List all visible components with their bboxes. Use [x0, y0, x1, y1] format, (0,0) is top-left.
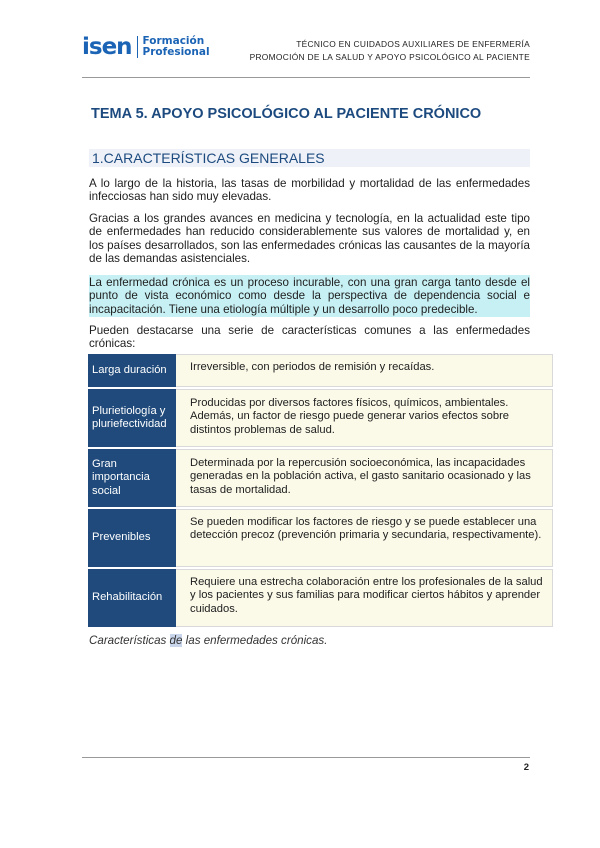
logo-line-2: Profesional — [142, 46, 210, 58]
course-title — [250, 38, 530, 64]
isen-logo — [82, 34, 210, 60]
paragraph-1: A lo largo de la historia, las tasas de morbilidad y mortalidad de las enfermedades infecciosas han sido muy elevadas. — [89, 177, 530, 204]
logo-text — [143, 36, 210, 58]
table-description: Producidas por diversos factores físicos, químicos, ambientales. Además, un factor de riesgo puede generar varios efectos sobre distintos problemas de salud. — [176, 389, 553, 447]
page-title: TEMA 5. APOYO PSICOLÓGICO AL PACIENTE CRÓNICO — [91, 106, 482, 122]
caption-text-start: Características — [89, 634, 170, 647]
paragraph-4: Pueden destacarse una serie de características comunes a las enfermedades crónicas: — [89, 324, 530, 351]
caption-text-end: las enfermedades crónicas. — [182, 634, 328, 647]
table-term: Gran importancia social — [88, 449, 176, 507]
highlighted-paragraph: La enfermedad crónica es un proceso incurable, con una gran carga tanto desde el punto de vista económico como desde la perspectiva de dependencia social e incapacitación. Tiene una etiología múltiple y un desarrollo poco predecible. — [89, 276, 530, 316]
table-term: Plurietiología y pluriefectividad — [88, 389, 176, 447]
table-caption[interactable] — [89, 634, 327, 647]
page-number: 2 — [523, 762, 529, 773]
course-line-2: PROMOCIÓN DE LA SALUD Y APOYO PSICOLÓGICO AL PACIENTE — [249, 52, 530, 62]
logo-divider — [137, 36, 138, 58]
characteristics-table — [88, 352, 553, 627]
paragraph-2: Gracias a los grandes avances en medicina y tecnología, en la actualidad este tipo de enfermedades han reducido considerablemente sus valores de mortalidad y, en los países desarrollados, son las enfermedades crónicas las causantes de la mayoría de las demandas asistenciales. — [89, 212, 530, 266]
logo-mark: isen — [82, 34, 132, 60]
selected-text[interactable]: de — [169, 634, 183, 647]
course-line-1: TÉCNICO EN CUIDADOS AUXILIARES DE ENFERMERÍA — [296, 39, 530, 49]
table-term: Larga duración — [88, 354, 176, 387]
table-row — [88, 507, 553, 567]
table-row — [88, 447, 553, 507]
logo-line-1: Formación — [142, 35, 205, 47]
table-term: Prevenibles — [88, 509, 176, 567]
section-heading: 1.CARACTERÍSTICAS GENERALES — [89, 149, 530, 167]
header-divider — [82, 77, 530, 78]
page-header — [82, 34, 530, 78]
table-row — [88, 387, 553, 447]
footer-divider — [82, 757, 530, 758]
table-description: Determinada por la repercusión socioeconómica, las incapacidades generadas en la población activa, el gasto sanitario ocasionado y las tasas de mortalidad. — [176, 449, 553, 507]
table-description: Requiere una estrecha colaboración entre los profesionales de la salud y los pacientes y sus familias para modificar ciertos hábitos y aprender cuidados. — [176, 569, 553, 627]
table-term: Rehabilitación — [88, 569, 176, 627]
table-row — [88, 567, 553, 627]
table-row — [88, 352, 553, 387]
table-description: Se pueden modificar los factores de riesgo y se puede establecer una detección precoz (prevención primaria y secundaria, respectivamente). — [176, 509, 553, 567]
table-description: Irreversible, con periodos de remisión y recaídas. — [176, 354, 553, 387]
